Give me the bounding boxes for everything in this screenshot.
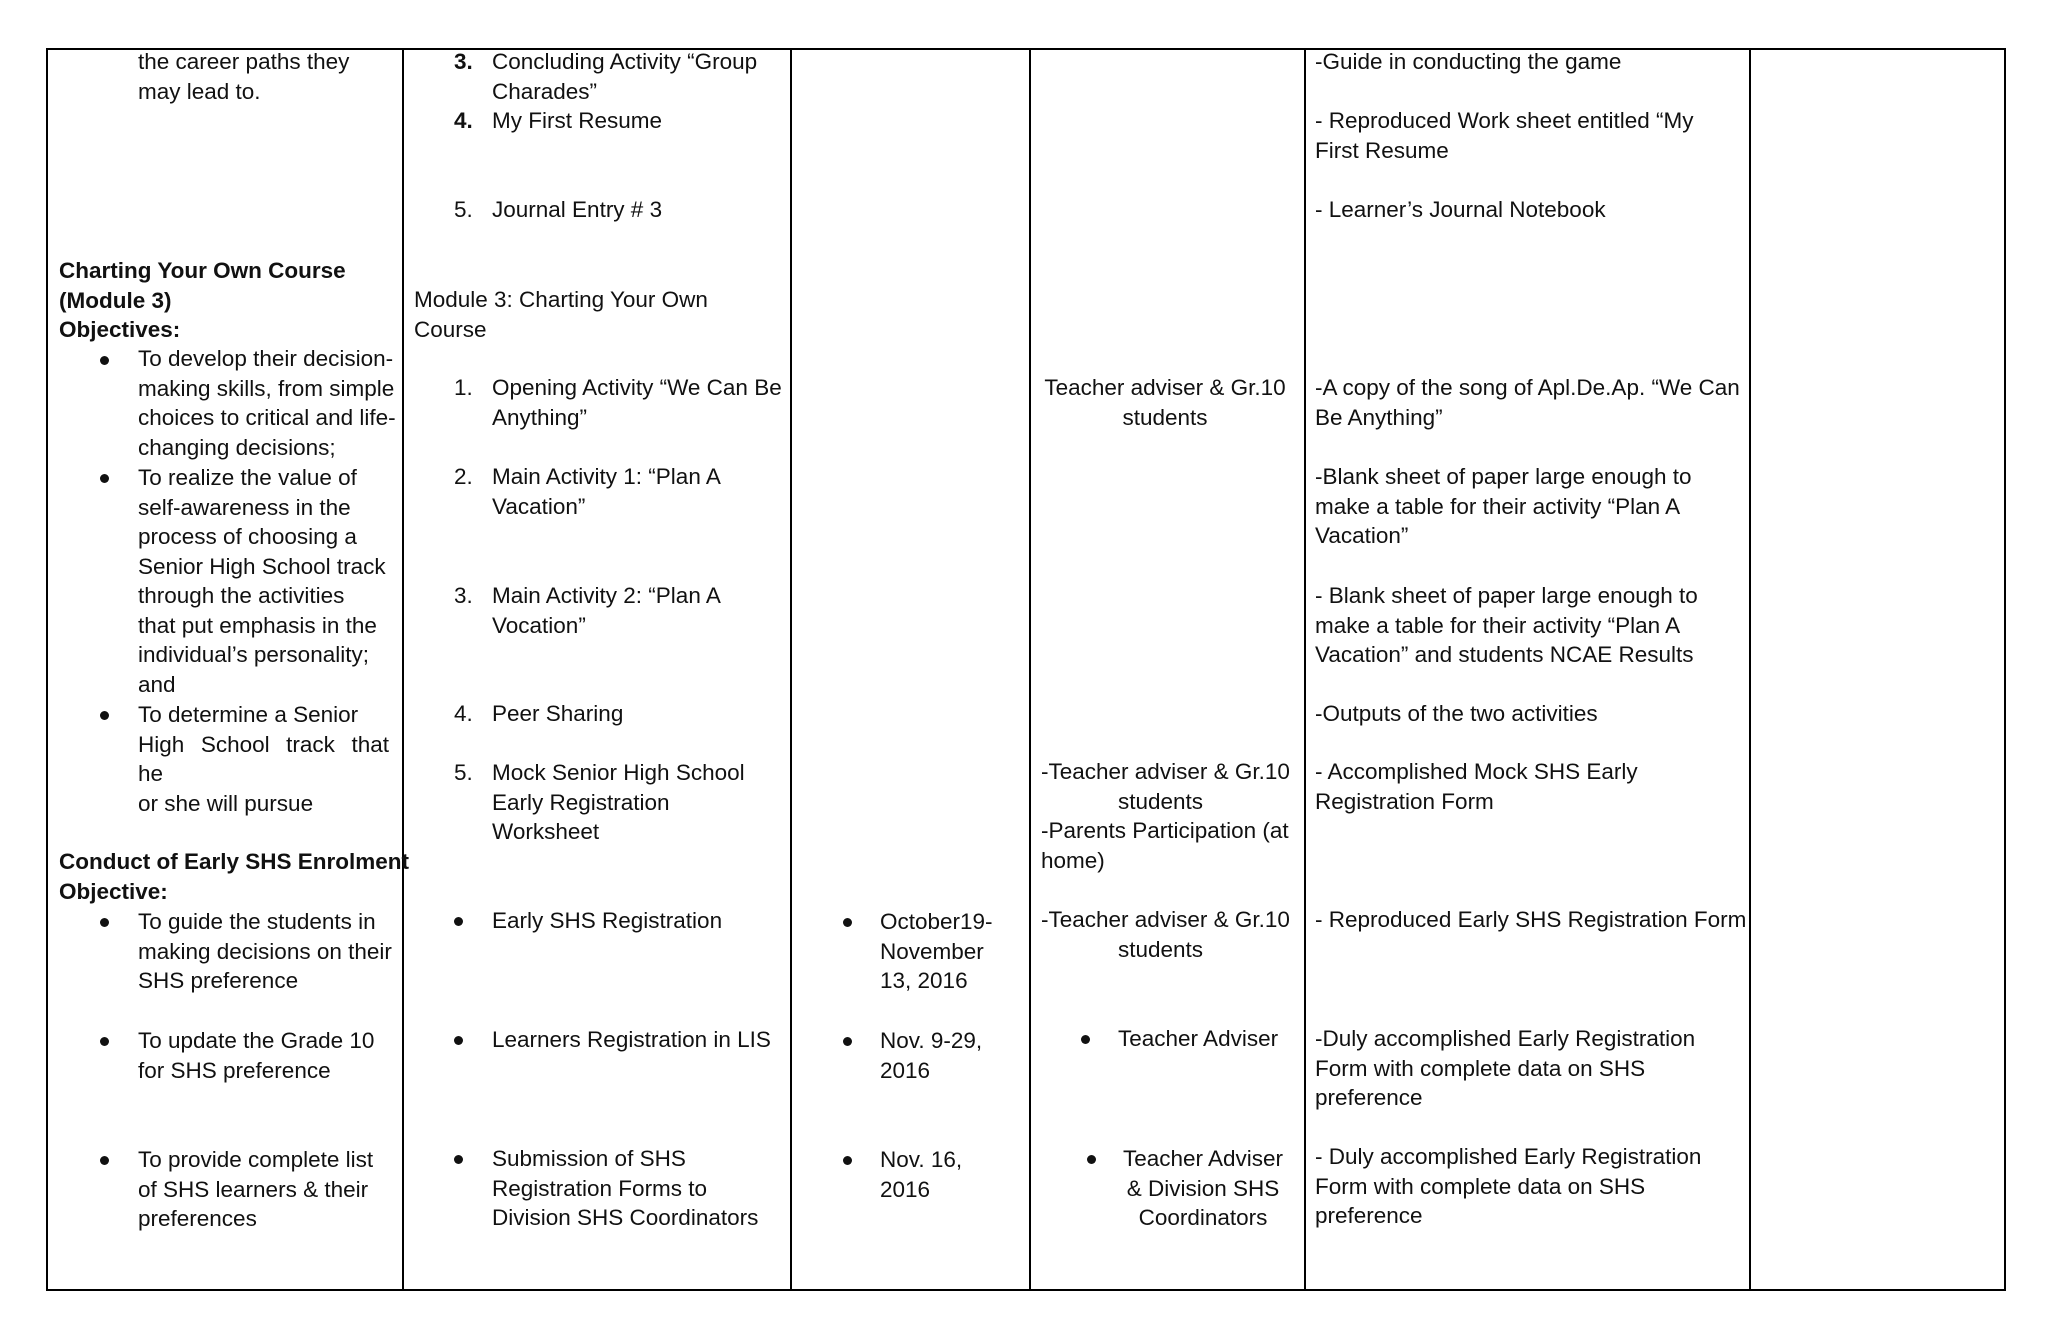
resource-item: - Reproduced Early SHS Registration Form (1315, 907, 1747, 932)
bullet-icon (100, 474, 109, 483)
column-divider (790, 50, 792, 1289)
persons-entry: Teacher adviser & Gr.10 students (1044, 375, 1286, 430)
bullet-icon (454, 1036, 463, 1045)
activity-item: My First Resume (492, 108, 663, 133)
bullet-icon (1081, 1035, 1090, 1044)
date-entry: October19- November 13, 2016 (880, 909, 993, 993)
objectives-label: Objectives: (59, 317, 181, 342)
column-divider (1749, 50, 1751, 1289)
resource-item: -Outputs of the two activities (1315, 701, 1598, 726)
activity-item: Early SHS Registration (492, 908, 723, 933)
objective-bullet: To guide the students in making decisions on their SHS preference (138, 909, 392, 993)
resource-item: -Blank sheet of paper large enough to make a table for their activity “Plan A Vacation” (1315, 464, 1692, 548)
persons-entry: Teacher Adviser (1118, 1026, 1279, 1051)
item-number: 5. (454, 197, 473, 222)
item-number: 3. (454, 583, 473, 608)
column-divider (402, 50, 404, 1289)
intro-text: the career paths they may lead to. (138, 49, 350, 104)
item-number: 5. (454, 760, 473, 785)
resource-item: - Blank sheet of paper large enough to make a table for their activity “Plan A Vacation” and students NCAE Results (1315, 583, 1698, 667)
persons-entry: -Teacher adviser & Gr.10 students -Parents Participation (at home) (1041, 759, 1290, 873)
objective-bullet: To provide complete list of SHS learners & their preferences (138, 1147, 374, 1231)
objective-bullet: To determine a Senior High School track that he or she will pursue (138, 702, 389, 816)
bullet-icon (843, 918, 852, 927)
activity-item: Main Activity 2: “Plan A Vocation” (492, 583, 721, 638)
activity-item: Submission of SHS Registration Forms to Division SHS Coordinators (492, 1146, 759, 1230)
activity-item: Main Activity 1: “Plan A Vacation” (492, 464, 721, 519)
column-divider (1304, 50, 1306, 1289)
date-entry: Nov. 9-29, 2016 (880, 1028, 983, 1083)
resource-item: -Duly accomplished Early Registration Form with complete data on SHS preference (1315, 1026, 1696, 1110)
date-entry: Nov. 16, 2016 (880, 1147, 963, 1202)
item-number: 4. (454, 701, 473, 726)
bullet-icon (100, 356, 109, 365)
column-divider (1029, 50, 1031, 1289)
activity-item: Learners Registration in LIS (492, 1027, 771, 1052)
objective-bullet: To realize the value of self-awareness in the process of choosing a Senior High School track through the activities that put emphasis in the individual’s personality; and (138, 465, 386, 697)
item-number: 3. (454, 49, 473, 74)
objective-bullet: To develop their decision- making skills, from simple choices to critical and life- changing decisions; (138, 346, 396, 460)
resource-item: - Reproduced Work sheet entitled “My First Resume (1315, 108, 1694, 163)
bullet-icon (100, 1037, 109, 1046)
item-number: 1. (454, 375, 473, 400)
bullet-icon (843, 1156, 852, 1165)
bullet-icon (100, 1156, 109, 1165)
activity-item: Peer Sharing (492, 701, 624, 726)
resource-item: -A copy of the song of Apl.De.Ap. “We Can Be Anything” (1315, 375, 1740, 430)
resource-item: - Duly accomplished Early Registration Form with complete data on SHS preference (1315, 1144, 1702, 1228)
bullet-icon (454, 917, 463, 926)
bullet-icon (100, 918, 109, 927)
bullet-icon (100, 711, 109, 720)
module3-title: Charting Your Own Course (Module 3) Objectives: (59, 256, 389, 345)
item-number: 2. (454, 464, 473, 489)
activity-item: Opening Activity “We Can Be Anything” (492, 375, 782, 430)
activity-item: Concluding Activity “Group Charades” (492, 49, 758, 104)
objective-bullet: To update the Grade 10 for SHS preference (138, 1028, 375, 1083)
activity-item: Mock Senior High School Early Registration Worksheet (492, 760, 745, 844)
item-number: 4. (454, 108, 473, 133)
bullet-icon (1087, 1155, 1096, 1164)
activity-item: Journal Entry # 3 (492, 197, 663, 222)
module-heading: Module 3: Charting Your Own Course (414, 287, 708, 342)
bullet-icon (454, 1155, 463, 1164)
resource-item: - Learner’s Journal Notebook (1315, 197, 1606, 222)
bullet-icon (843, 1037, 852, 1046)
persons-entry: Teacher Adviser & Division SHS Coordinators (1122, 1146, 1284, 1230)
persons-entry: -Teacher adviser & Gr.10 students (1041, 907, 1290, 962)
resource-item: -Guide in conducting the game (1315, 49, 1622, 74)
resource-item: - Accomplished Mock SHS Early Registration Form (1315, 759, 1638, 814)
enrolment-title: Conduct of Early SHS Enrolment Objective: (59, 847, 409, 906)
objective-label: Objective: (59, 878, 168, 904)
